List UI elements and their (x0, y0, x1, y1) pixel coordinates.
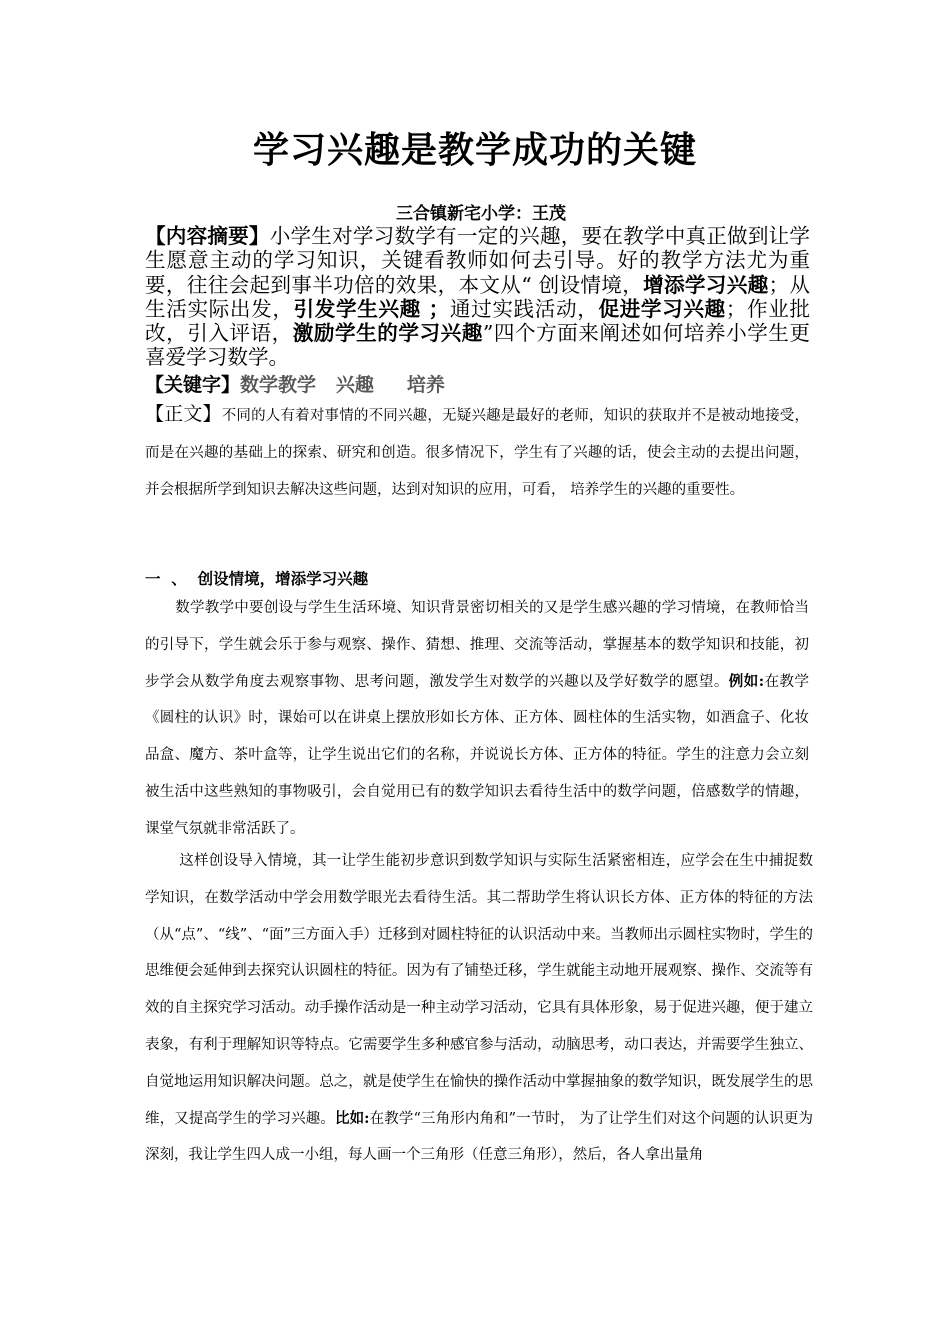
example-label: 例如: (728, 672, 765, 690)
intro-text: 不同的人有着对事情的不同兴趣，无疑兴趣是最好的老师，知识的获取并不是被动地接受，而是在兴趣的基础上的探索、研究和创造。很多情况下，学生有了兴趣的话，使会主动的去提出问题，并会根据所学到知识去解决这些问题，达到对知识的应用，可看， 培养学生的兴趣的重要性。 (145, 408, 809, 498)
keywords (145, 372, 810, 398)
paragraph-text: 数学教学中要创设与学生生活环境、知识背景密切相关的又是学生感兴趣的学习情境，在教师恰当的引导下，学生就会乐于参与观察、操作、猜想、推理、交流等活动，掌握基本的数学知识和技能，初步学会从数学角度去观察事物、思考问题，激发学生对数学的兴趣以及学好数学的愿望。 (145, 600, 809, 690)
abstract-emphasis: 促进学习兴趣 (598, 296, 726, 321)
document-title: 学习兴趣是教学成功的关键 (252, 129, 697, 171)
author-line: 三合镇新宅小学：王茂 (396, 204, 566, 224)
abstract (145, 224, 810, 370)
paragraph-text: 在教学“三角形内角和”一节时， 为了让学生们对这个问题的认识更为深刻，我让学生四人成一小组，每人画一个三角形（任意三角形），然后，各人拿出量角 (145, 1110, 814, 1164)
body-paragraph (145, 843, 813, 1174)
abstract-emphasis: 激励学生的学习兴趣 (292, 321, 483, 346)
section-heading: 一 、 创设情境，增添学习兴趣 (145, 570, 369, 588)
example-label: 比如: (334, 1109, 370, 1127)
abstract-text: ”四个方面来阐述如何培养小学生更喜爱学习数学。 (145, 321, 811, 370)
abstract-text: 通过实践活动， (449, 296, 599, 321)
abstract-emphasis: 增添学习兴趣 (643, 272, 769, 297)
abstract-text: 小学生对学习数学有一定的兴趣，要在教学中真正做到让学生愿意主动的学习知识，关键看教师如何去引导。好的教学方法尤为重要，往往会起到事半功倍的效果，本文从“ 创设情境， (145, 224, 811, 297)
paragraph-text: 在教学《圆柱的认识》时，课始可以在讲桌上摆放形如长方体、正方体、圆柱体的生活实物，如酒盒子、化妆品盒、魔方、茶叶盒等，让学生说出它们的名称，并说说长方体、正方体的特征。学生的注意力会立刻被生活中这些熟知的事物吸引，会自觉用已有的数学知识去看待生活中的数学问题，倍感数学的情趣，课堂气氛就非常活跃了。 (145, 673, 810, 837)
abstract-label: 【内容摘要】 (145, 224, 270, 248)
abstract-emphasis: 引发学生兴趣 ； (293, 296, 450, 321)
intro-label: 【正文】 (145, 403, 222, 425)
body-paragraph (145, 590, 809, 848)
paragraph-text: 这样创设导入情境，其一让学生能初步意识到数学知识与实际生活紧密相连，应学会在生中捕捉数学知识，在数学活动中学会用数学眼光去看待生活。其二帮助学生将认识长方体、正方体的特征的方法（从“点”、“线”、“面”三方面入手）迁移到对圆柱特征的认识活动中来。当教师出示圆柱实物时，学生的思维便会延伸到去探究认识圆柱的特征。因为有了铺垫迁移，学生就能主动地开展观察、操作、交流等有效的自主探究学习活动。动手操作活动是一种主动学习活动，它具有具体形象，易于促进兴趣，便于建立表象，有利于理解知识等特点。它需要学生多种感官参与活动，动脑思考，动口表达，并需要学生独立、自觉地运用知识解决问题。总之，就是使学生在愉快的操作活动中掌握抽象的数学知识，既发展学生的思维，又提高学生的学习兴趣。 (145, 853, 813, 1127)
keywords-label: 【关键字】 (145, 374, 241, 396)
abstract-text: ；从生活实际出发， (145, 272, 811, 321)
intro-paragraph (145, 396, 809, 508)
abstract-text: ；作业批改，引入评语， (145, 296, 811, 346)
keywords-value: 数学教学 兴趣 培养 (240, 374, 445, 396)
